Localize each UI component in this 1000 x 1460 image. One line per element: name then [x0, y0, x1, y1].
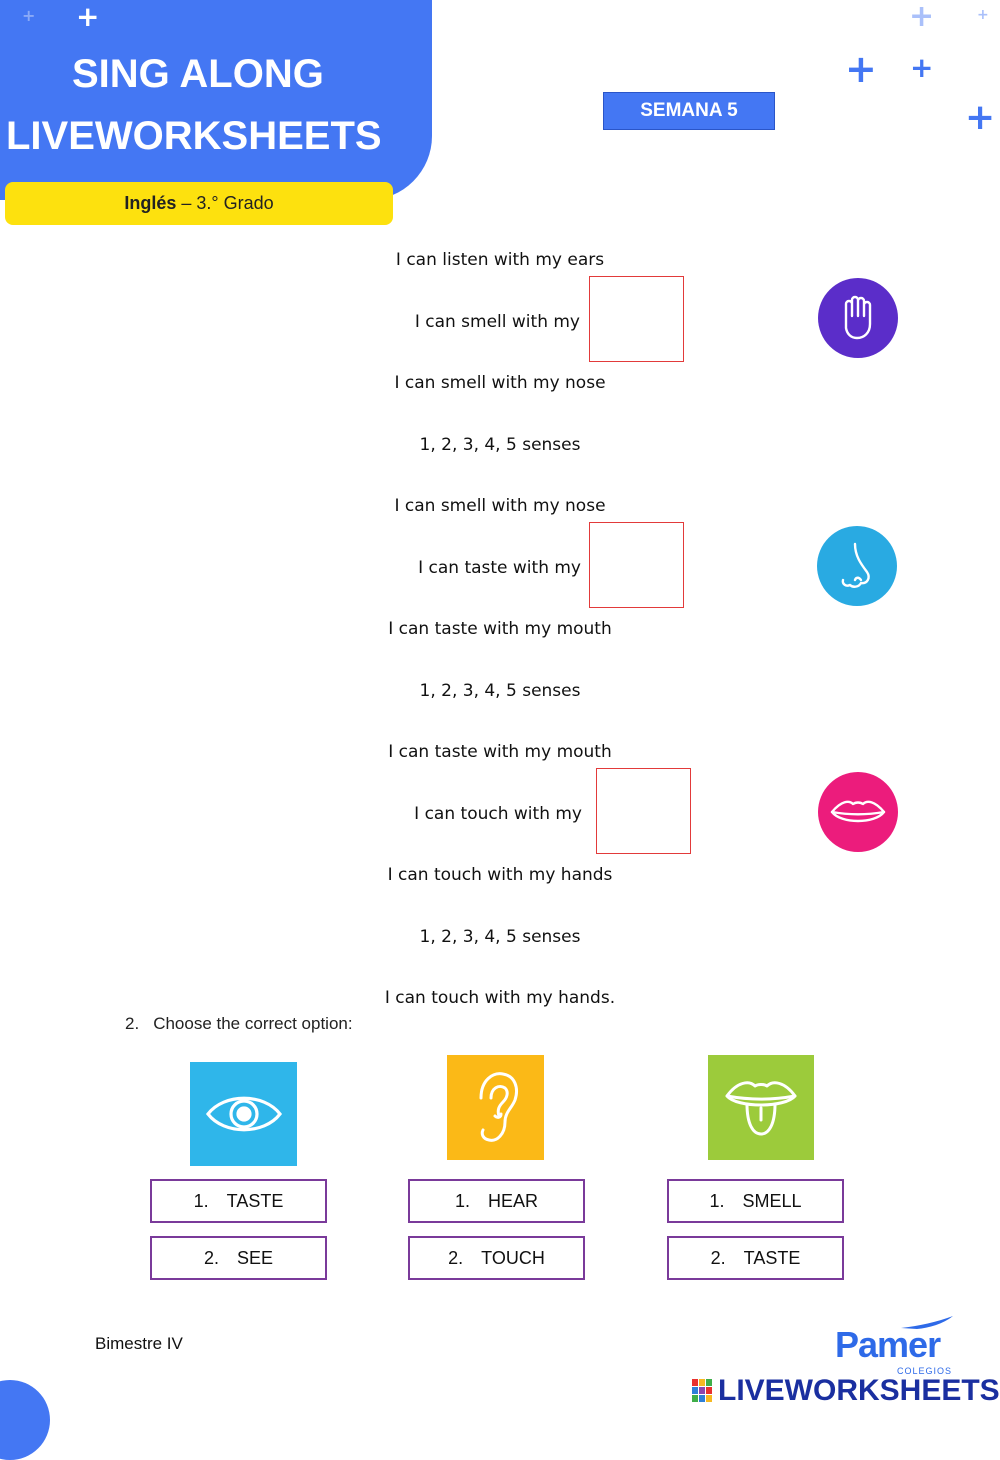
option-touch-ear[interactable] [408, 1236, 585, 1280]
song-prompt: I can touch with my [414, 804, 582, 824]
option-number: 2. [448, 1247, 464, 1268]
option-number: 2. [203, 1247, 219, 1268]
liveworksheets-logo [692, 1374, 1000, 1408]
song-line: I can taste with my mouth [388, 742, 612, 762]
pamer-subtitle: COLEGIOS [897, 1366, 953, 1376]
question-text: Choose the correct option: [153, 1014, 353, 1033]
option-smell-tongue[interactable] [667, 1179, 844, 1223]
song-line: I can listen with my ears [395, 250, 605, 270]
option-hear-ear[interactable] [408, 1179, 585, 1223]
tongue-icon [708, 1055, 814, 1160]
option-label: SMELL [742, 1190, 802, 1211]
hand-icon [818, 278, 898, 358]
plus-icon: + [845, 47, 877, 91]
option-label: TOUCH [481, 1247, 545, 1268]
song-chorus: 1, 2, 3, 4, 5 senses [419, 927, 581, 947]
option-label: TASTE [743, 1247, 801, 1268]
song-prompt: I can taste with my [418, 558, 581, 578]
option-taste-tongue[interactable] [667, 1236, 844, 1280]
ear-icon [447, 1055, 544, 1160]
song-line: I can taste with my mouth [388, 619, 612, 639]
plus-icon: + [76, 0, 100, 33]
nose-icon [817, 526, 897, 606]
page-title-line1: SING ALONG [72, 52, 324, 96]
song-chorus: 1, 2, 3, 4, 5 senses [419, 681, 581, 701]
pamer-wordmark: Pamer [835, 1324, 941, 1365]
eye-icon [190, 1062, 297, 1166]
bimestre-label: Bimestre IV [95, 1334, 183, 1353]
option-label: SEE [236, 1247, 274, 1268]
option-number: 1. [193, 1190, 209, 1211]
song-line: I can smell with my nose [394, 373, 606, 393]
song-line: I can smell with my nose [394, 496, 606, 516]
plus-icon: + [909, 0, 935, 34]
corner-decoration [0, 1380, 50, 1460]
option-see-eye[interactable] [150, 1236, 327, 1280]
question-number: 2. [125, 1014, 140, 1033]
question-2-label [125, 1014, 353, 1034]
answer-input-1[interactable] [589, 276, 684, 362]
subject-grade: – 3.° Grado [176, 193, 274, 213]
plus-icon: + [22, 6, 36, 25]
option-number: 1. [709, 1190, 725, 1211]
lips-icon [818, 772, 898, 852]
song-prompt: I can smell with my [414, 312, 580, 332]
week-badge: SEMANA 5 [603, 92, 775, 130]
pamer-logo [835, 1316, 955, 1378]
option-number: 2. [710, 1247, 726, 1268]
header-banner [0, 0, 432, 200]
liveworksheets-badge-icon [692, 1379, 714, 1403]
option-number: 1. [454, 1190, 470, 1211]
answer-input-3[interactable] [596, 768, 691, 854]
option-label: HEAR [488, 1190, 539, 1211]
option-label: TASTE [226, 1190, 284, 1211]
plus-icon: + [910, 51, 934, 84]
song-line: I can touch with my hands. [384, 988, 616, 1008]
page-title-line2: LIVEWORKSHEETS [6, 114, 382, 158]
answer-input-2[interactable] [589, 522, 684, 608]
subject-bar [5, 182, 393, 225]
song-chorus: 1, 2, 3, 4, 5 senses [419, 435, 581, 455]
subject-name: Inglés [124, 193, 177, 213]
song-line: I can touch with my hands [387, 865, 613, 885]
liveworksheets-wordmark: LIVEWORKSHEETS [718, 1374, 1000, 1407]
plus-icon: + [965, 97, 996, 138]
option-taste-eye[interactable] [150, 1179, 327, 1223]
plus-icon: + [977, 7, 989, 23]
